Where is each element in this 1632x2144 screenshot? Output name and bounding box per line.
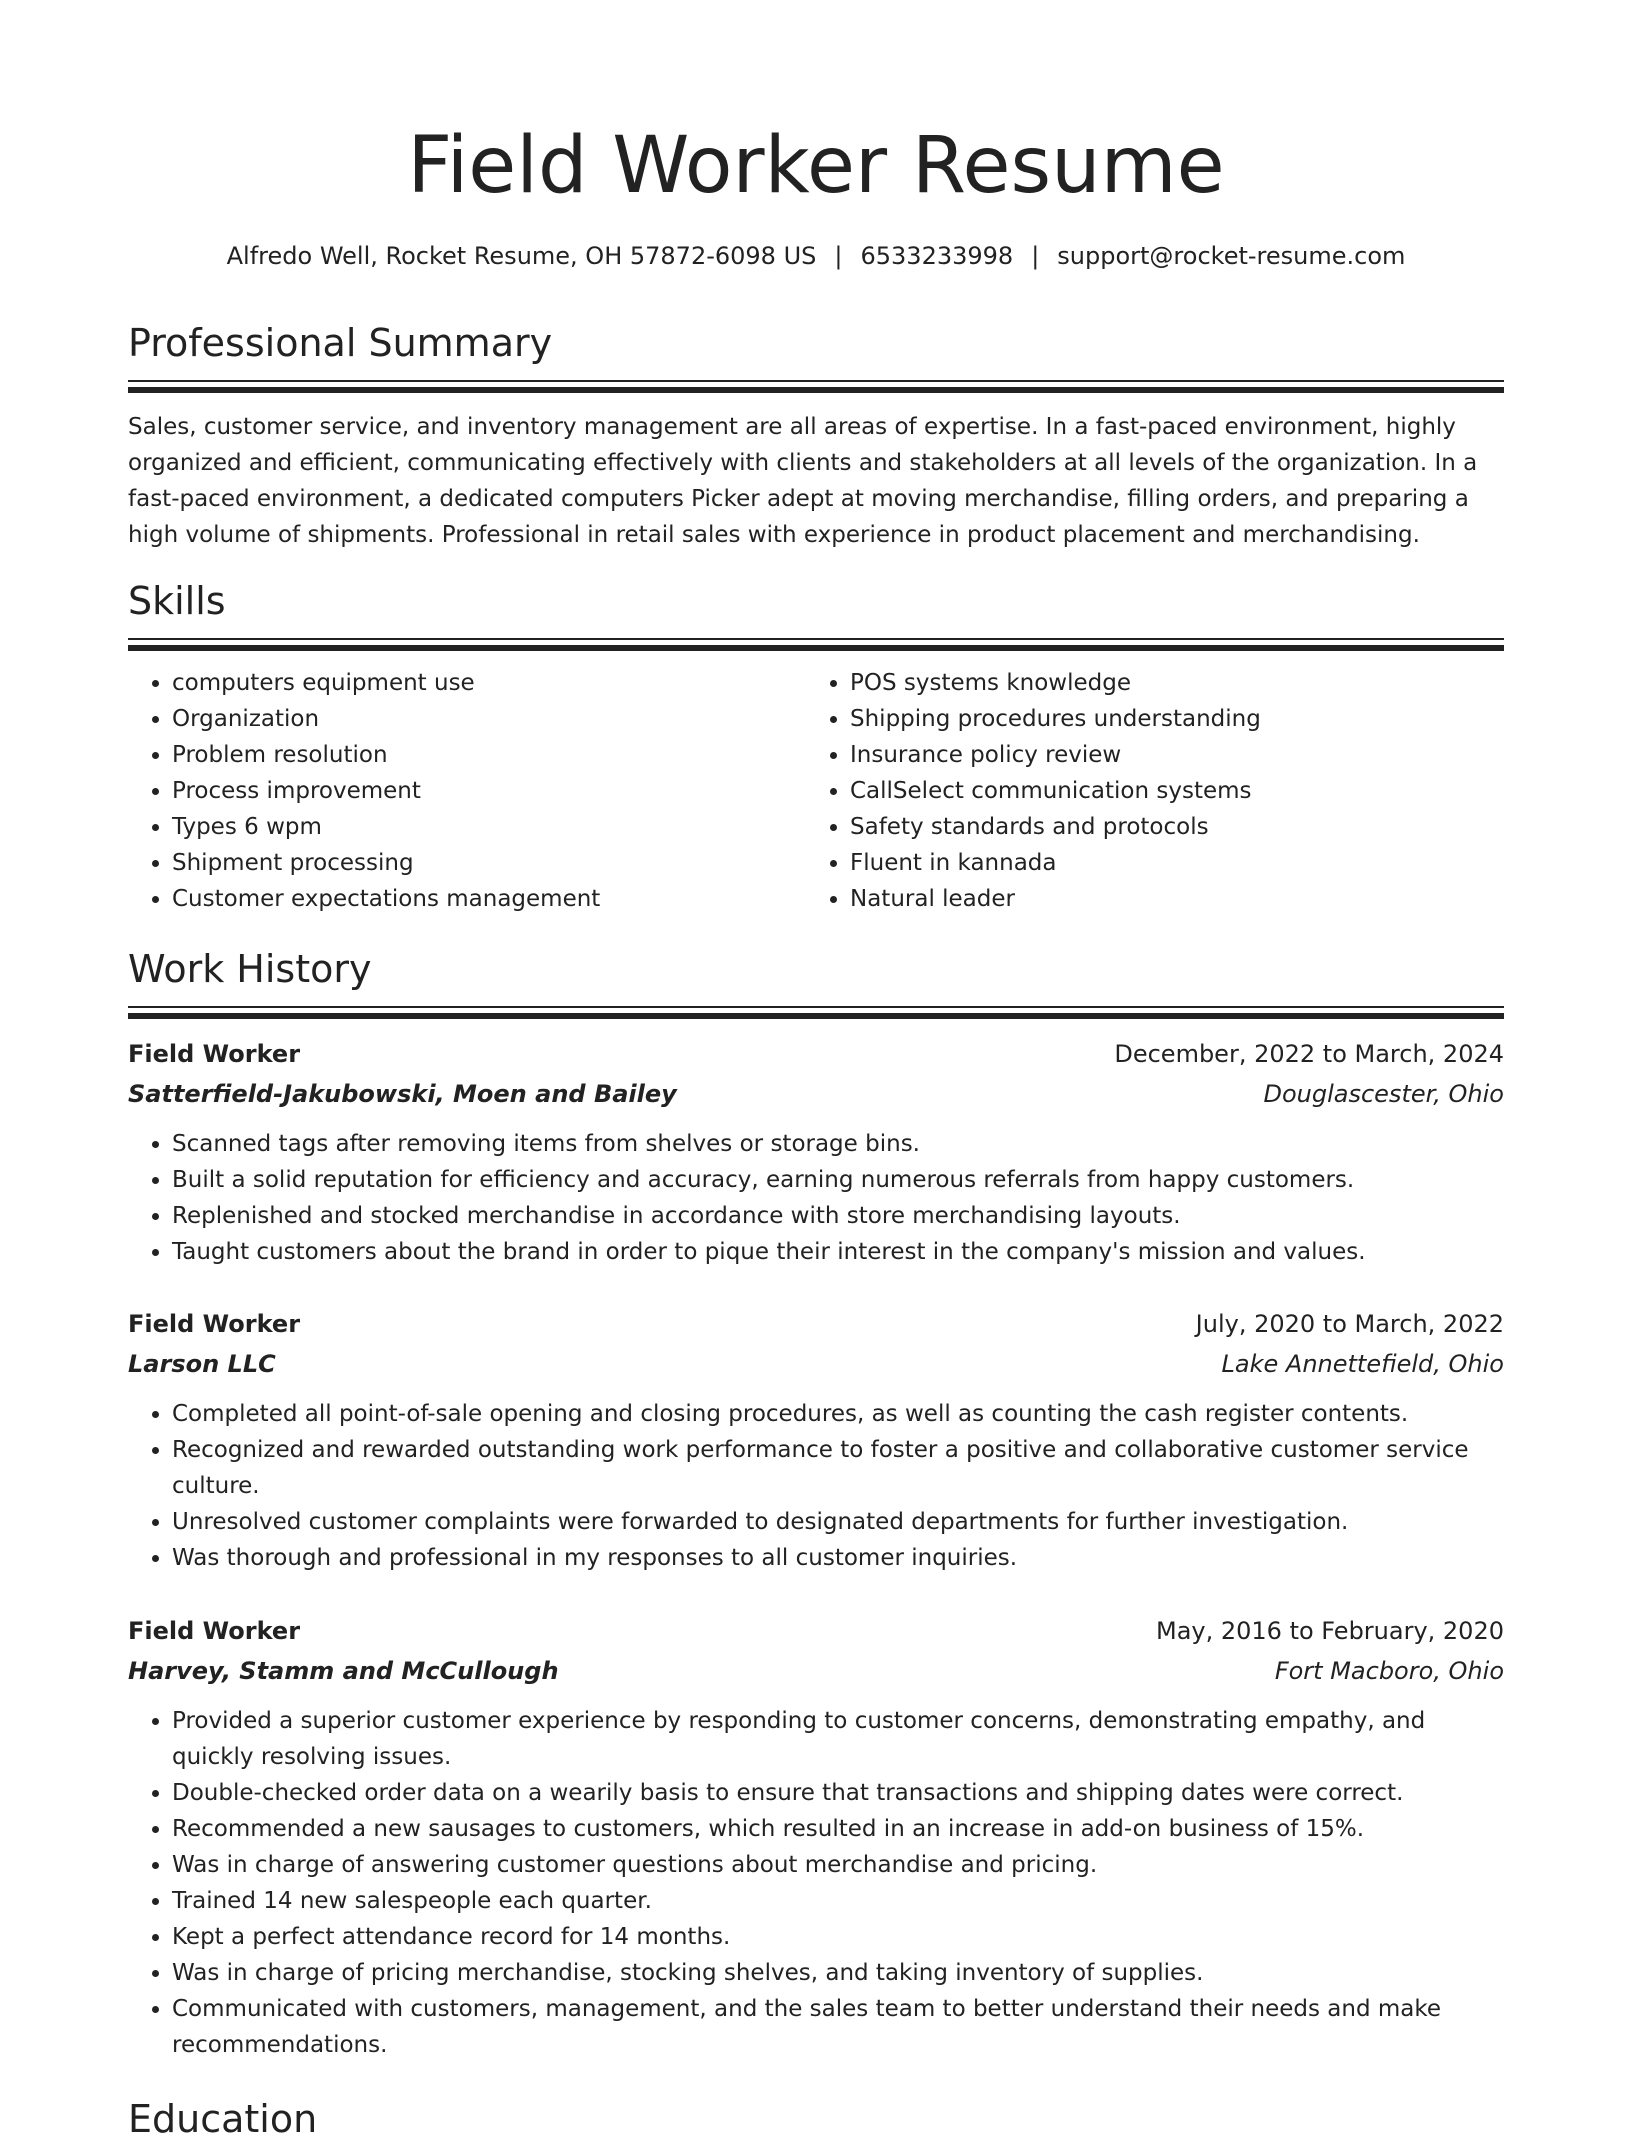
job-company-row [128,1074,1504,1114]
job-header-row [128,1304,1504,1344]
job-bullet: • Kept a perfect attendance record for 14 months. [172,1919,1504,1955]
job-bullet: • Recommended a new sausages to customers, which resulted in an increase in add-on business of 15%. [172,1811,1504,1847]
job-bullet: • Trained 14 new salespeople each quarter. [172,1883,1504,1919]
summary-heading: Professional Summary [128,321,553,365]
skills-list-left [128,665,806,917]
summary-section [128,318,1504,553]
job-bullet: • Provided a superior customer experience by responding to customer concerns, demonstrating empathy, and quickly resolving issues. [172,1703,1504,1775]
work-history-section [128,944,1504,1019]
contact-address: Alfredo Well, Rocket Resume, OH 57872-6098 US [226,242,817,270]
resume-title: Field Worker Resume [407,121,1225,211]
education-heading: Education [128,2097,318,2141]
section-divider [128,1006,1504,1019]
job-company: Larson LLC [128,1350,276,1378]
summary-text: Sales, customer service, and inventory management are all areas of expertise. In a fast-paced environment, highly organized and efficient, communicating effectively with clients and stakeholders at all levels of the organization. In a fast-paced environment, a dedicated computers Picker adept at moving merchandise, filling orders, and preparing a high volume of shipments. Professional in retail sales with experience in product placement and merchandising. [128,414,1478,548]
work-history-heading: Work History [128,947,372,991]
skill-item: • Problem resolution [172,737,806,773]
skills-heading: Skills [128,579,226,623]
skill-item: • POS systems knowledge [850,665,1484,701]
contact-phone: 6533233998 [860,242,1014,270]
job-bullet: • Taught customers about the brand in order to pique their interest in the company's mission and values. [172,1234,1504,1270]
skill-item: • Customer expectations management [172,881,806,917]
job-dates: July, 2020 to March, 2022 [1195,1310,1504,1338]
job-bullet: • Completed all point-of-sale opening and closing procedures, as well as counting the cash register contents. [172,1396,1504,1432]
job-entry [128,1034,1504,1270]
skill-item: • Fluent in kannada [850,845,1484,881]
job-bullet: • Was thorough and professional in my responses to all customer inquiries. [172,1540,1504,1576]
job-header-row [128,1034,1504,1074]
job-bullet: • Double-checked order data on a wearily basis to ensure that transactions and shipping dates were correct. [172,1775,1504,1811]
job-location: Fort Macboro, Ohio [1274,1657,1504,1685]
job-bullet: • Unresolved customer complaints were forwarded to designated departments for further investigation. [172,1504,1504,1540]
skill-item: • Organization [172,701,806,737]
job-bullet: • Replenished and stocked merchandise in accordance with store merchandising layouts. [172,1198,1504,1234]
skills-section [128,576,1504,917]
job-location: Douglascester, Ohio [1263,1080,1504,1108]
job-header-row [128,1611,1504,1651]
skills-columns [128,665,1504,917]
job-dates: December, 2022 to March, 2024 [1114,1040,1504,1068]
skill-item: • CallSelect communication systems [850,773,1484,809]
job-bullet: • Was in charge of pricing merchandise, stocking shelves, and taking inventory of supplies. [172,1955,1504,1991]
job-bullets [128,1396,1504,1576]
job-title: Field Worker [128,1310,301,1338]
skill-item: • Shipping procedures understanding [850,701,1484,737]
job-bullet: • Communicated with customers, management, and the sales team to better understand their needs and make recommendations. [172,1991,1504,2063]
skill-item: • Safety standards and protocols [850,809,1484,845]
job-company: Satterfield-Jakubowski, Moen and Bailey [128,1080,677,1108]
skill-item: • computers equipment use [172,665,806,701]
job-bullet: • Recognized and rewarded outstanding work performance to foster a positive and collaborative customer service culture. [172,1432,1504,1504]
skill-item: • Natural leader [850,881,1484,917]
job-bullets [128,1703,1504,2063]
job-company-row [128,1651,1504,1691]
job-title: Field Worker [128,1617,301,1645]
contact-line [128,238,1504,274]
section-divider [128,380,1504,393]
contact-email[interactable]: support@rocket-resume.com [1057,242,1406,270]
section-divider [128,638,1504,651]
job-location: Lake Annettefield, Ohio [1221,1350,1504,1378]
job-bullets [128,1126,1504,1270]
contact-separator: | [834,242,843,270]
skill-item: • Types 6 wpm [172,809,806,845]
contact-separator: | [1031,242,1040,270]
job-bullet: • Scanned tags after removing items from shelves or storage bins. [172,1126,1504,1162]
job-title: Field Worker [128,1040,301,1068]
job-dates: May, 2016 to February, 2020 [1156,1617,1504,1645]
job-entry [128,1304,1504,1576]
skill-item: • Insurance policy review [850,737,1484,773]
job-bullet: • Was in charge of answering customer questions about merchandise and pricing. [172,1847,1504,1883]
job-company: Harvey, Stamm and McCullough [128,1657,559,1685]
skills-list-right [806,665,1484,917]
job-company-row [128,1344,1504,1384]
skill-item: • Process improvement [172,773,806,809]
job-entry [128,1611,1504,2063]
skill-item: • Shipment processing [172,845,806,881]
job-bullet: • Built a solid reputation for efficiency and accuracy, earning numerous referrals from happy customers. [172,1162,1504,1198]
